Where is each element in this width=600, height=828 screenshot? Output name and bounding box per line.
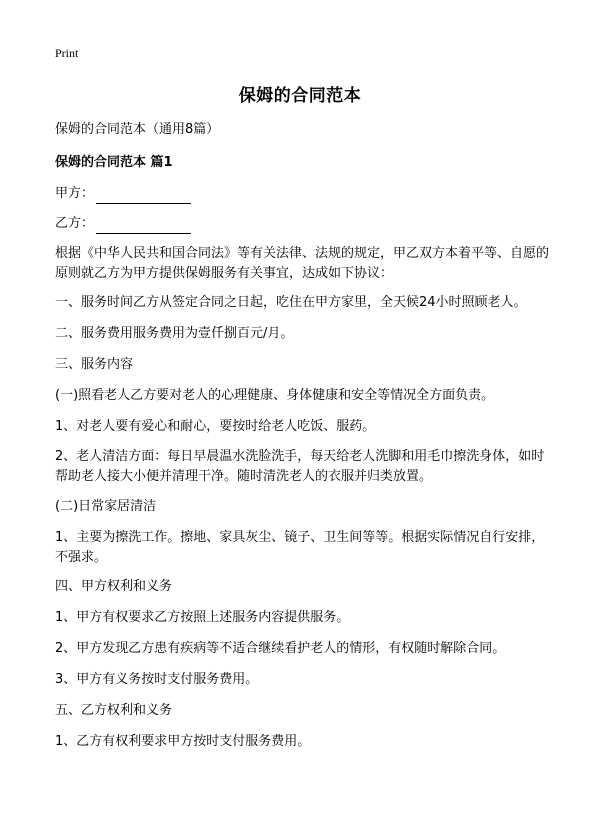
paragraph-party-b-rights: 五、乙方权利和义务 (55, 703, 173, 718)
paragraph-intro: 根据《中华人民共和国合同法》等有关法律、法规的规定，甲乙双方本着平等、自愿的原则就乙方为甲方提供保姆服务有关事宜，达成如下协议： (55, 246, 550, 281)
paragraph-elder-care: (一)照看老人乙方要对老人的心理健康、身体健康和安全等情况全方面负责。 (55, 388, 495, 403)
party-b-field (55, 214, 191, 234)
paragraph-party-a-item-2: 2、甲方发现乙方患有疾病等不适合继续看护老人的情形，有权随时解除合同。 (55, 641, 506, 656)
paragraph-service-fee: 二、服务费用服务费用为壹仟捌百元/月。 (55, 326, 294, 341)
party-a-field (55, 184, 191, 204)
party-b-label: 乙方： (55, 216, 95, 231)
document-title: 保姆的合同范本 (238, 86, 362, 106)
paragraph-party-a-item-3: 3、甲方有义务按时支付服务费用。 (55, 672, 259, 687)
section-heading: 保姆的合同范本 篇1 (55, 155, 173, 170)
party-a-label: 甲方： (55, 186, 95, 201)
paragraph-service-time: 一、服务时间乙方从签定合同之日起，吃住在甲方家里，全天候24小时照顾老人。 (55, 295, 527, 310)
party-b-blank (96, 219, 191, 234)
paragraph-care-item-2: 2、老人清洁方面：每日早晨温水洗脸洗手，每天给老人洗脚和用毛巾擦洗身体，如时帮助老人接大小便并清理干净。随时清洗老人的衣服并归类放置。 (55, 449, 545, 484)
paragraph-service-content: 三、服务内容 (55, 357, 134, 372)
paragraph-cleaning-item-1: 1、主要为擦洗工作。擦地、家具灰尘、镜子、卫生间等等。根据实际情况自行安排，不强求。 (55, 530, 545, 565)
paragraph-party-b-item-1: 1、乙方有权利要求甲方按时支付服务费用。 (55, 734, 311, 749)
document-subtitle: 保姆的合同范本（通用8篇） (55, 122, 220, 137)
paragraph-house-cleaning: (二)日常家居清洁 (55, 499, 157, 514)
paragraph-care-item-1: 1、对老人要有爱心和耐心，要按时给老人吃饭、服药。 (55, 419, 376, 434)
party-a-blank (96, 189, 191, 204)
paragraph-party-a-item-1: 1、甲方有权要求乙方按照上述服务内容提供服务。 (55, 610, 350, 625)
print-link[interactable]: Print (55, 46, 79, 60)
paragraph-party-a-rights: 四、甲方权利和义务 (55, 579, 173, 594)
